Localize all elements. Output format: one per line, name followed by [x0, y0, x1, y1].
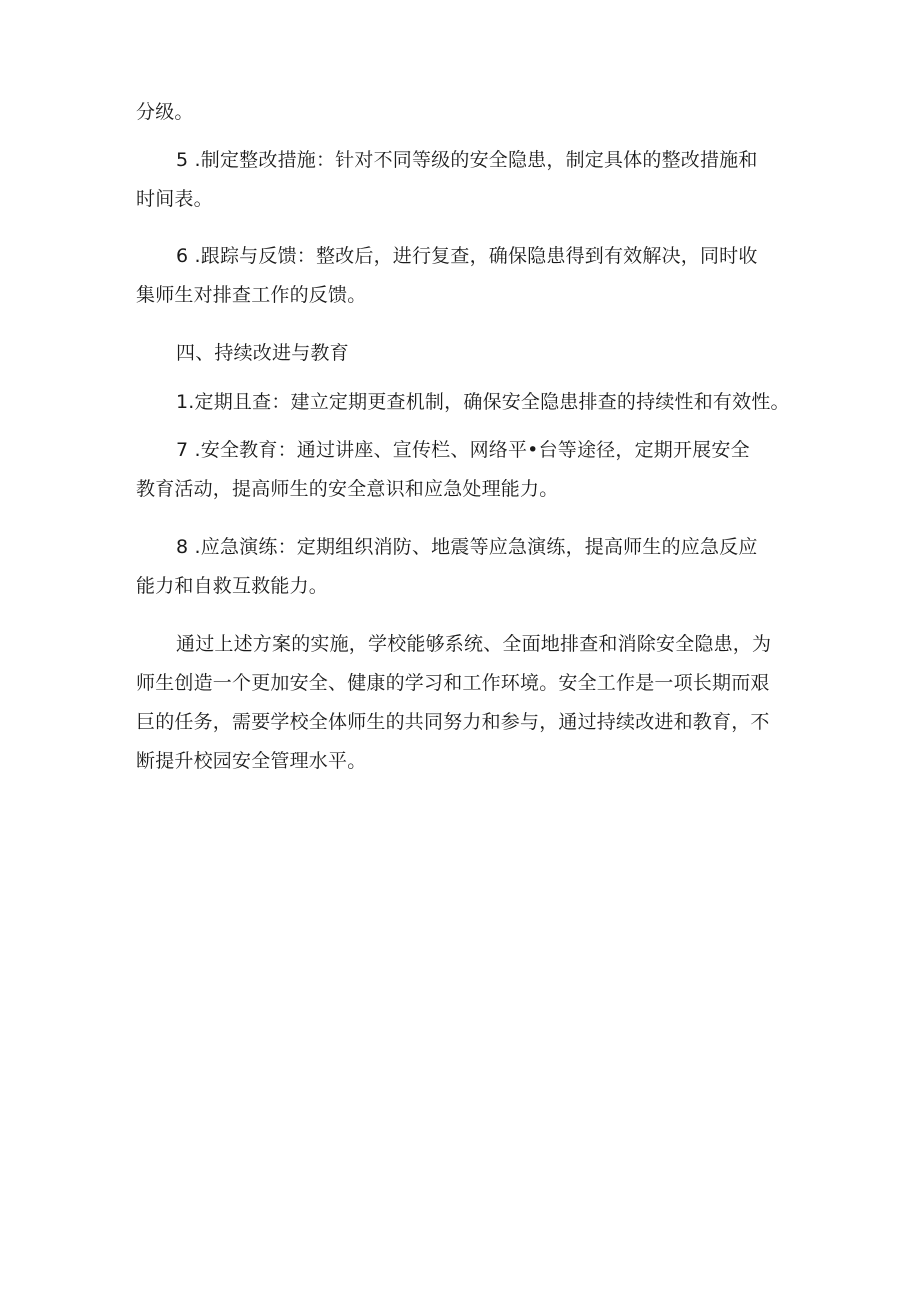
text-line: 师生创造一个更加安全、健康的学习和工作环境。安全工作是一项长期而艰 — [136, 672, 770, 694]
paragraph-item-1 — [136, 383, 796, 422]
text-line: 6 .跟踪与反馈：整改后，进行复查，确保隐患得到有效解决，同时收 — [176, 245, 758, 267]
text-line: 时间表。 — [136, 188, 213, 210]
paragraph-item-8 — [136, 528, 796, 606]
text-line: 四、持续改进与教育 — [176, 342, 349, 364]
text-line: 教育活动，提高师生的安全意识和应急处理能力。 — [136, 478, 559, 500]
text-line: 通过上述方案的实施，学校能够系统、全面地排查和消除安全隐患，为 — [176, 633, 772, 655]
paragraph-item-7 — [136, 431, 796, 509]
text-line: 分级。 — [136, 101, 194, 123]
text-line: 集师生对排查工作的反馈。 — [136, 284, 367, 306]
text-line: 断提升校园安全管理水平。 — [136, 750, 367, 772]
paragraph-continuation — [136, 93, 796, 132]
text-line: 能力和自救互救能力。 — [136, 575, 329, 597]
paragraph-conclusion — [136, 625, 796, 781]
text-line: 巨的任务，需要学校全体师生的共同努力和参与，通过持续改进和教育，不 — [136, 711, 770, 733]
text-line: 8 .应急演练：定期组织消防、地震等应急演练，提高师生的应急反应 — [176, 536, 758, 558]
paragraph-item-6 — [136, 237, 796, 315]
text-line: 7 .安全教育：通过讲座、宣传栏、网络平•台等途径，定期开展安全 — [176, 439, 750, 461]
paragraph-item-5 — [136, 141, 796, 219]
text-line: 1.定期且查：建立定期更查机制，确保安全隐患排查的持续性和有效性。 — [176, 391, 790, 413]
text-line: 5 .制定整改措施：针对不同等级的安全隐患，制定具体的整改措施和 — [176, 149, 758, 171]
section-heading — [136, 334, 796, 373]
